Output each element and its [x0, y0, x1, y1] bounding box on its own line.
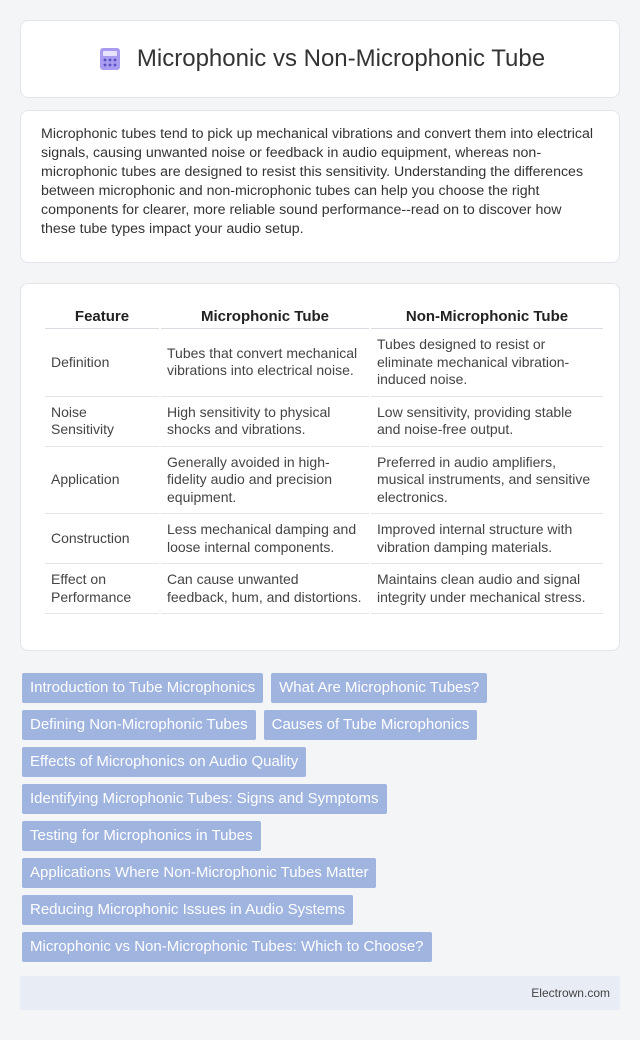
table-cell: High sensitivity to physical shocks and vibrations.	[161, 397, 369, 447]
column-header: Microphonic Tube	[161, 304, 369, 329]
table-cell: Generally avoided in high-fidelity audio and precision equipment.	[161, 447, 369, 515]
column-header: Non-Microphonic Tube	[371, 304, 603, 329]
calculator-icon	[95, 44, 125, 74]
table-cell-feature: Application	[45, 447, 159, 515]
topic-link[interactable]: What Are Microphonic Tubes?	[271, 673, 487, 703]
table-cell: Preferred in audio amplifiers, musical instruments, and sensitive electronics.	[371, 447, 603, 515]
table-cell-feature: Definition	[45, 329, 159, 397]
footer-brand: Electrown.com	[531, 986, 610, 1000]
page-title: Microphonic vs Non-Microphonic Tube	[136, 45, 546, 72]
topic-link[interactable]: Introduction to Tube Microphonics	[22, 673, 263, 703]
topic-link[interactable]: Causes of Tube Microphonics	[264, 710, 478, 740]
table-row	[45, 514, 603, 564]
table-row	[45, 329, 603, 397]
topic-link[interactable]: Applications Where Non-Microphonic Tubes Matter	[22, 858, 376, 888]
table-cell: Tubes designed to resist or eliminate mechanical vibration-induced noise.	[371, 329, 603, 397]
table-row	[45, 564, 603, 614]
table-cell-feature: Construction	[45, 514, 159, 564]
topic-link[interactable]: Identifying Microphonic Tubes: Signs and Symptoms	[22, 784, 387, 814]
column-header: Feature	[45, 304, 159, 329]
title-wrap	[95, 44, 545, 74]
footer	[20, 976, 620, 1010]
topic-link[interactable]: Effects of Microphonics on Audio Quality	[22, 747, 306, 777]
topic-link[interactable]: Microphonic vs Non-Microphonic Tubes: Which to Choose?	[22, 932, 432, 962]
comparison-table	[43, 304, 605, 614]
header-card	[20, 20, 620, 98]
table-cell: Can cause unwanted feedback, hum, and distortions.	[161, 564, 369, 614]
table-row	[45, 397, 603, 447]
table-cell-feature: Noise Sensitivity	[45, 397, 159, 447]
intro-text: Microphonic tubes tend to pick up mechanical vibrations and convert them into electrical signals, causing unwanted noise or feedback in audio equipment, whereas non-microphonic tubes are designed to resist this sensitivity. Understanding the differences between microphonic and non-microphonic tubes can help you choose the right components for clearer, more reliable sound performance--read on to discover how these tube types impact your audio setup.	[41, 126, 594, 237]
topic-link[interactable]: Testing for Microphonics in Tubes	[22, 821, 261, 851]
comparison-table-card	[20, 283, 620, 651]
table-row	[45, 447, 603, 515]
table-cell: Maintains clean audio and signal integrity under mechanical stress.	[371, 564, 603, 614]
table-cell: Improved internal structure with vibration damping materials.	[371, 514, 603, 564]
intro-card	[20, 110, 620, 263]
table-header-row	[45, 304, 603, 329]
table-cell: Less mechanical damping and loose internal components.	[161, 514, 369, 564]
table-cell: Low sensitivity, providing stable and noise-free output.	[371, 397, 603, 447]
topic-links	[22, 673, 622, 962]
topic-link[interactable]: Defining Non-Microphonic Tubes	[22, 710, 256, 740]
table-cell-feature: Effect on Performance	[45, 564, 159, 614]
table-cell: Tubes that convert mechanical vibrations into electrical noise.	[161, 329, 369, 397]
topic-link[interactable]: Reducing Microphonic Issues in Audio Systems	[22, 895, 353, 925]
